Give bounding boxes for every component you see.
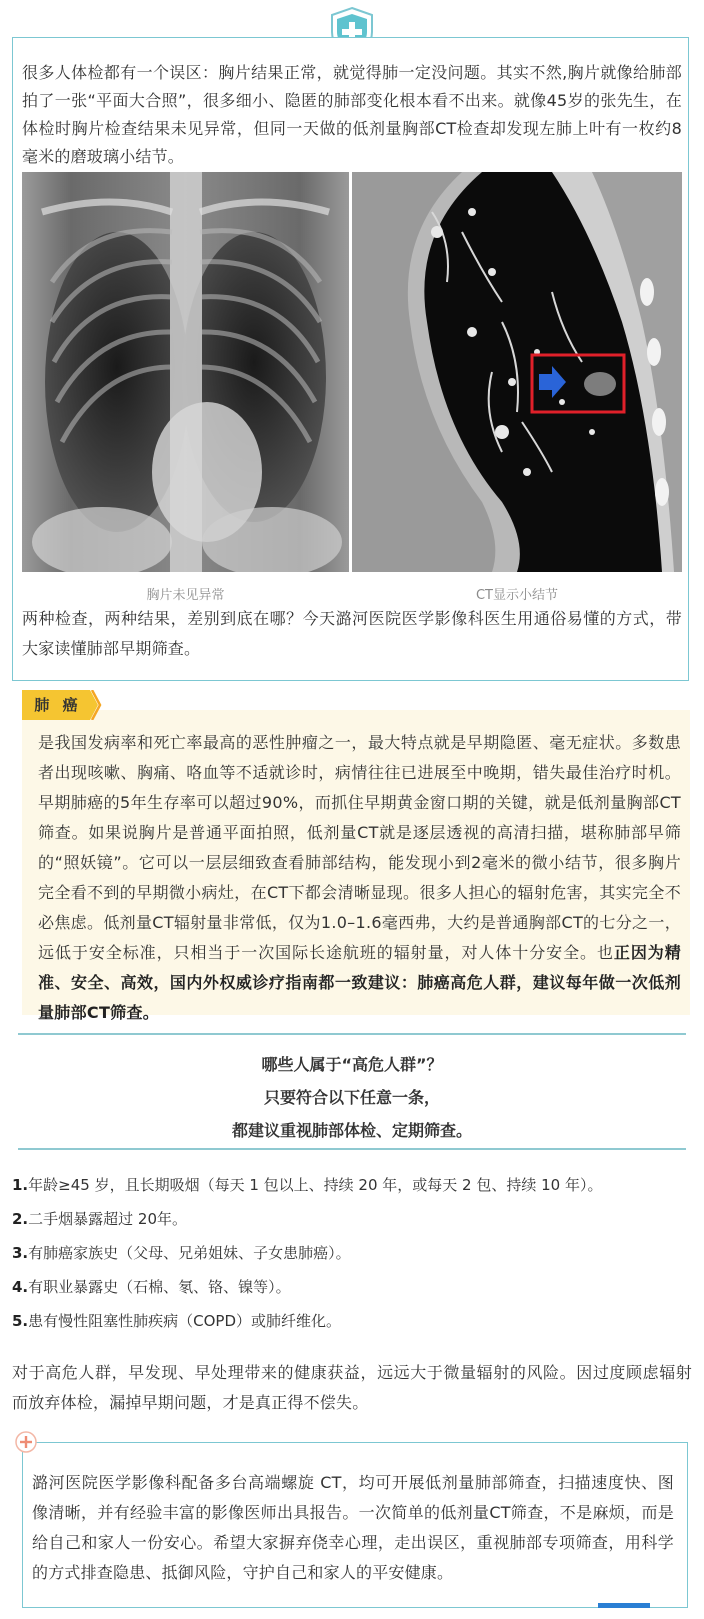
intro-paragraph-2: 两种检查，两种结果，差别到底在哪？今天潞河医院医学影像科医生用通俗易懂的方式，带大家读懂肺部早期筛查。	[22, 609, 682, 658]
plus-badge-icon	[14, 1430, 38, 1454]
intro-paragraph: 很多人体检都有一个误区：胸片结果正常，就觉得肺一定没问题。其实不然,胸片就像给肺部拍了一张“平面大合照”，很多细小、隐匿的肺部变化根本看不出来。就像45岁的张先生，在体检时胸片检查结果未见异常，但同一天做的低剂量胸部CT检查却发现左肺上叶有一枚约8毫米的磨玻璃小结节。	[22, 63, 682, 166]
risk-heading-line-3: 都建议重视肺部体检、定期筛查。	[231, 1121, 472, 1140]
risk-heading-line-1: 哪些人属于“高危人群”？	[261, 1055, 443, 1074]
list-item: 2.二手烟暴露超过 20年。	[12, 1210, 187, 1228]
ct-scan-image	[352, 172, 682, 572]
list-item: 1.年龄≥45 岁，且长期吸烟（每天 1 包以上、持续 20 年，或每天 2 包、持续 10 年）。	[12, 1176, 603, 1194]
xray-caption: 胸片未见异常	[146, 588, 225, 603]
list-item: 3.有肺癌家族史（父母、兄弟姐妹、子女患肺癌）。	[12, 1244, 351, 1262]
risk-heading-line-2: 只要符合以下任意一条，	[263, 1088, 440, 1107]
risk-heading	[18, 1048, 686, 1147]
list-item: 5.患有慢性阻塞性肺疾病（COPD）或肺纤维化。	[12, 1312, 342, 1330]
summary-paragraph: 对于高危人群，早发现、早处理带来的健康获益，远远大于微量辐射的风险。因过度顾虑辐射而放弃体检，漏掉早期问题，才是真正得不偿失。	[12, 1363, 692, 1412]
list-item: 4.有职业暴露史（石棉、氡、铬、镍等）。	[12, 1278, 291, 1296]
risk-list	[12, 1168, 692, 1338]
section-tag-lung-cancer: 肺 癌	[34, 696, 82, 714]
closing-paragraph: 潞河医院医学影像科配备多台高端螺旋 CT，均可开展低剂量肺部筛查，扫描速度快、图像清晰，并有经验丰富的影像医师出具报告。一次简单的低剂量CT筛查，不是麻烦，而是给自己和家人一份安心。希望大家摒弃侥幸心理，走出误区，重视肺部专项筛查，用科学的方式排查隐患、抵御风险，守护自己和家人的平安健康。	[32, 1473, 674, 1582]
lung-cancer-text-bold: 正因为精准、安全、高效，国内外权威诊疗指南都一致建议：肺癌高危人群，建议每年做一次低剂量肺部CT筛查。	[38, 943, 682, 1022]
lung-cancer-text	[38, 728, 681, 1028]
lung-cancer-text-normal: 是我国发病率和死亡率最高的恶性肿瘤之一，最大特点就是早期隐匿、毫无症状。多数患者出现咳嗽、胸痛、咯血等不适就诊时，病情往往已进展至中晚期，错失最佳治疗时机。早期肺癌的5年生存率可以超过90%，而抓住早期黄金窗口期的关键，就是低剂量胸部CT筛查。如果说胸片是普通平面拍照，低剂量CT就是逐层透视的高清扫描，堪称肺部早筛的“照妖镜”。它可以一层层细致查看肺部结构，能发现小到2毫米的微小结节，很多胸片完全看不到的早期微小病灶，在CT下都会清晰显现。很多人担心的辐射危害，其实完全不必焦虑。低剂量CT辐射量非常低，仅为1.0–1.6毫西弗，大约是普通胸部CT的七分之一，远低于安全标准，只相当于一次国际长途航班的辐射量，对人体十分安全。也	[38, 733, 681, 962]
divider-bottom	[18, 1148, 686, 1150]
ct-caption: CT显示小结节	[475, 588, 559, 603]
accent-bar	[598, 1603, 650, 1608]
divider-top	[18, 1033, 686, 1035]
chest-xray-image	[22, 172, 349, 572]
